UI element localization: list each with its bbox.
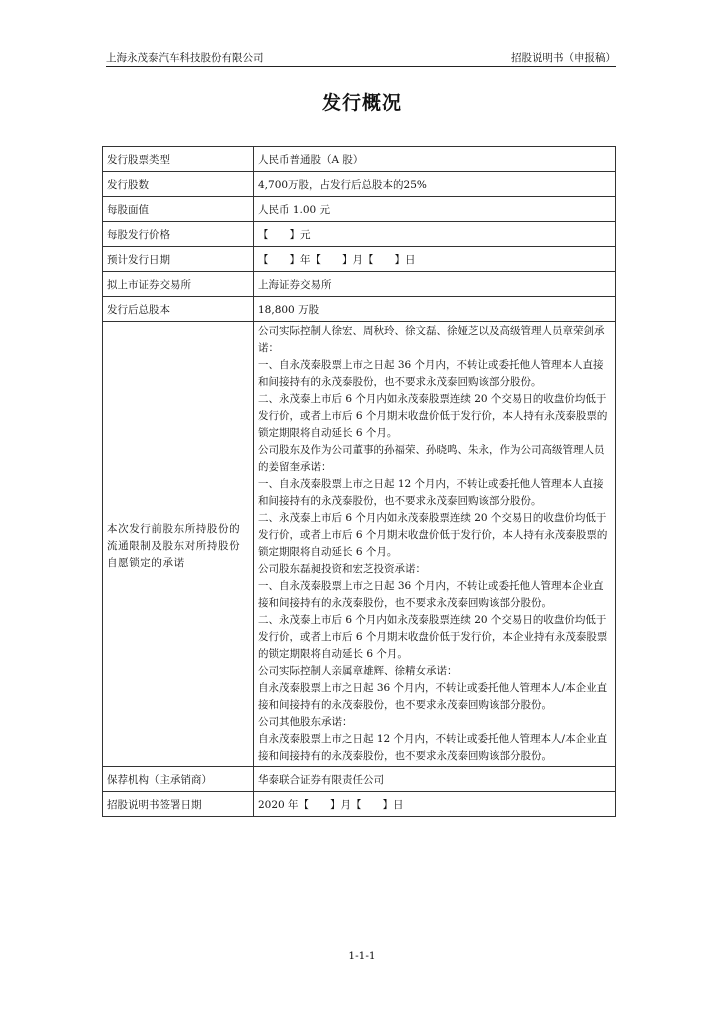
row-value: 上海证券交易所 <box>254 272 616 297</box>
lockup-paragraph: 二、永茂泰上市后 6 个月内如永茂泰股票连续 20 个交易日的收盘价均低于发行价，或者上市后 6 个月期末收盘价低于发行价，本人持有永茂泰股票的锁定期限将自动延长 6 个月。 <box>258 512 608 558</box>
lockup-paragraph: 自永茂泰股票上市之日起 12 个月内，不转让或委托他人管理本人/本企业直接和间接持有的永茂泰股份，也不要求永茂泰回购该部分股份。 <box>258 733 608 762</box>
lockup-paragraph: 一、自永茂泰股票上市之日起 36 个月内，不转让或委托他人管理本企业直接和间接持有的永茂泰股份，也不要求永茂泰回购该部分股份。 <box>258 580 604 609</box>
lockup-row <box>103 322 616 767</box>
page-number: 1-1-1 <box>348 950 376 962</box>
lockup-paragraph: 公司股东磊昶投资和宏芝投资承诺： <box>258 563 426 575</box>
row-label: 招股说明书签署日期 <box>103 792 254 817</box>
table-row <box>103 767 616 792</box>
table-row <box>103 172 616 197</box>
table-row <box>103 197 616 222</box>
table-row <box>103 147 616 172</box>
lockup-paragraph: 公司实际控制人徐宏、周秋玲、徐文磊、徐娅芝以及高级管理人员章荣剑承诺： <box>258 325 605 354</box>
table-row <box>103 222 616 247</box>
table-row <box>103 297 616 322</box>
row-value: 【 】年【 】月【 】日 <box>254 247 616 272</box>
row-value: 人民币普通股（A 股） <box>254 147 616 172</box>
offering-summary-table <box>102 146 616 817</box>
row-label: 拟上市证券交易所 <box>103 272 254 297</box>
row-value: 【 】元 <box>254 222 616 247</box>
row-label: 预计发行日期 <box>103 247 254 272</box>
page-header <box>106 50 616 67</box>
page-title: 发行概况 <box>321 92 402 114</box>
row-value: 人民币 1.00 元 <box>254 197 616 222</box>
header-company-name: 上海永茂泰汽车科技股份有限公司 <box>106 52 264 64</box>
lockup-paragraph: 公司其他股东承诺： <box>258 716 353 728</box>
row-label: 每股发行价格 <box>103 222 254 247</box>
lockup-paragraph: 二、永茂泰上市后 6 个月内如永茂泰股票连续 20 个交易日的收盘价均低于发行价，或者上市后 6 个月期末收盘价低于发行价，本人持有永茂泰股票的锁定期限将自动延长 6 个月。 <box>258 393 608 439</box>
lockup-paragraph: 自永茂泰股票上市之日起 36 个月内，不转让或委托他人管理本人/本企业直接和间接持有的永茂泰股份，也不要求永茂泰回购该部分股份。 <box>258 682 608 711</box>
row-label: 发行股数 <box>103 172 254 197</box>
lockup-paragraph: 公司实际控制人亲属章雄辉、徐精女承诺： <box>258 665 458 677</box>
table-row <box>103 792 616 817</box>
row-label: 每股面值 <box>103 197 254 222</box>
row-value: 18,800 万股 <box>254 297 616 322</box>
row-label: 保荐机构（主承销商） <box>103 767 254 792</box>
table-row <box>103 272 616 297</box>
row-label: 发行股票类型 <box>103 147 254 172</box>
lockup-label: 本次发行前股东所持股份的流通限制及股东对所持股份自愿锁定的承诺 <box>103 322 254 767</box>
lockup-paragraph: 公司股东及作为公司董事的孙福荣、孙晓鸣、朱永，作为公司高级管理人员的姜留奎承诺： <box>258 444 605 473</box>
lockup-commitments <box>254 322 616 767</box>
row-value: 2020 年【 】月【 】日 <box>254 792 616 817</box>
lockup-paragraph: 一、自永茂泰股票上市之日起 12 个月内，不转让或委托他人管理本人直接和间接持有的永茂泰股份，也不要求永茂泰回购该部分股份。 <box>258 478 604 507</box>
row-value: 华泰联合证券有限责任公司 <box>254 767 616 792</box>
row-value: 4,700万股，占发行后总股本的25% <box>254 172 616 197</box>
lockup-paragraph: 一、自永茂泰股票上市之日起 36 个月内，不转让或委托他人管理本人直接和间接持有的永茂泰股份，也不要求永茂泰回购该部分股份。 <box>258 359 604 388</box>
header-document-type: 招股说明书（申报稿） <box>511 52 616 64</box>
table-row <box>103 247 616 272</box>
row-label: 发行后总股本 <box>103 297 254 322</box>
lockup-paragraph: 二、永茂泰上市后 6 个月内如永茂泰股票连续 20 个交易日的收盘价均低于发行价，或者上市后 6 个月期末收盘价低于发行价，本企业持有永茂泰股票的锁定期限将自动延长 6 个月。 <box>258 614 608 660</box>
